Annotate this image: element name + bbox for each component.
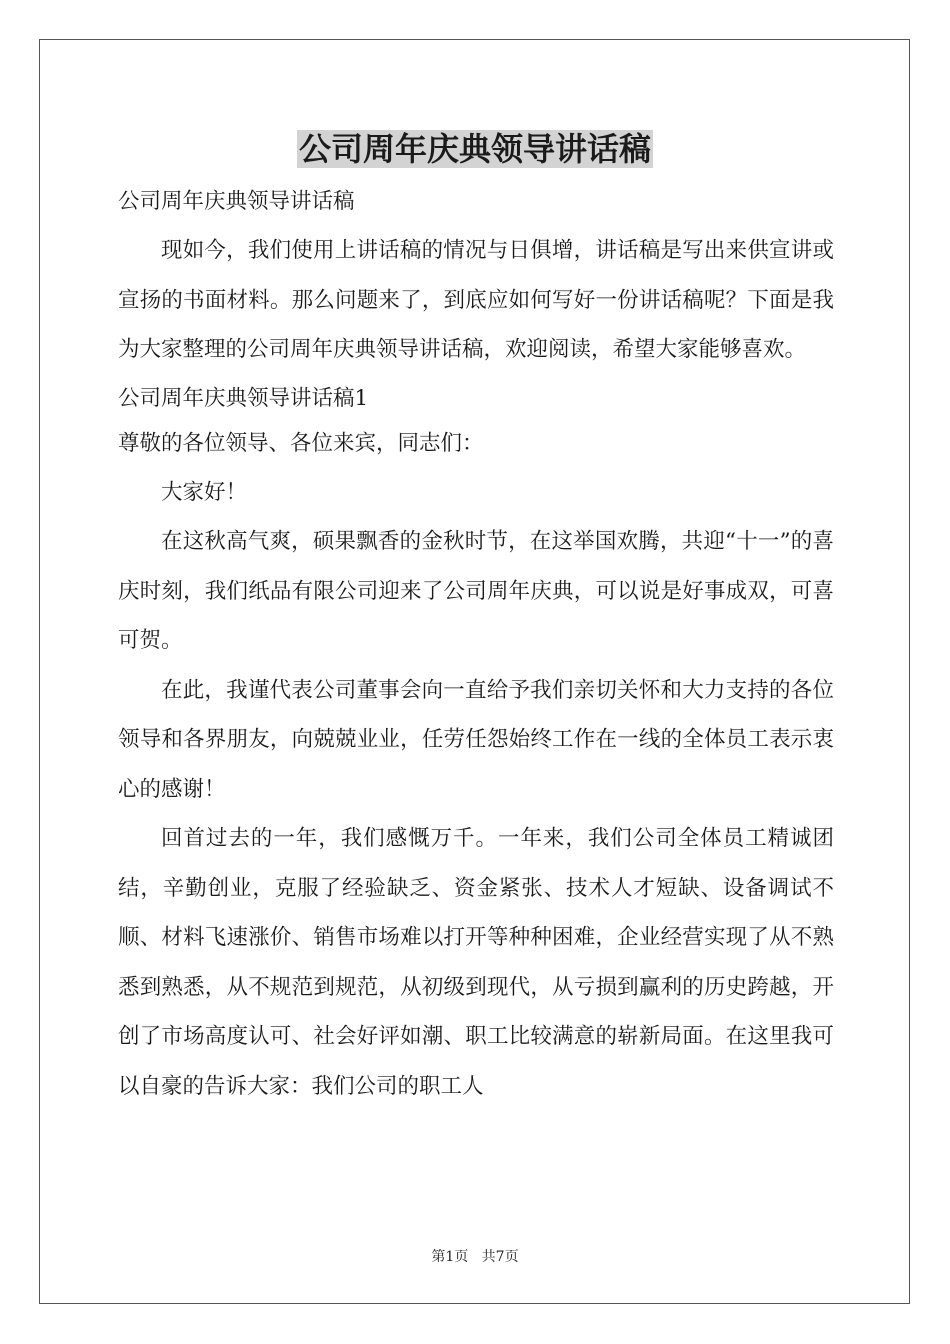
document-title [0, 126, 950, 172]
paragraph-greeting: 大家好！ [161, 479, 248, 505]
document-body [118, 178, 834, 1111]
paragraph-subtitle: 公司周年庆典领导讲话稿 [118, 189, 355, 214]
page-footer: 第1页 共7页 [431, 1249, 519, 1265]
paragraph-celebration: 在这秋高气爽，硕果飘香的金秋时节，在这举国欢腾，共迎“十一”的喜庆时刻，我们纸品有限公司迎来了公司周年庆典，可以说是好事成双，可喜可贺。 [118, 529, 834, 653]
paragraph-section-heading: 公司周年庆典领导讲话稿1 [118, 385, 369, 411]
document-title-text: 公司周年庆典领导讲话稿 [298, 130, 651, 168]
paragraph-review: 回首过去的一年，我们感慨万千。一年来，我们公司全体员工精诚团结，辛勤创业，克服了经验缺乏、资金紧张、技术人才短缺、设备调试不顺、材料飞速涨价、销售市场难以打开等种种困难，企业经营实现了从不熟悉到熟悉，从不规范到规范，从初级到现代，从亏损到赢利的历史跨越，开创了市场高度认可、社会好评如潮、职工比较满意的崭新局面。在这里我可以自豪的告诉大家：我们公司的职工人 [118, 826, 834, 1099]
paragraph-thanks: 在此，我谨代表公司董事会向一直给予我们亲切关怀和大力支持的各位领导和各界朋友，向兢兢业业，任劳任怨始终工作在一线的全体员工表示衷心的感谢！ [118, 677, 834, 802]
paragraph-salutation: 尊敬的各位领导、各位来宾，同志们： [118, 430, 484, 456]
paragraph-intro: 现如今，我们使用上讲话稿的情况与日俱增，讲话稿是写出来供宣讲或宣扬的书面材料。那么问题来了，到底应如何写好一份讲话稿呢？下面是我为大家整理的公司周年庆典领导讲话稿，欢迎阅读，希望大家能够喜欢。 [118, 238, 834, 362]
